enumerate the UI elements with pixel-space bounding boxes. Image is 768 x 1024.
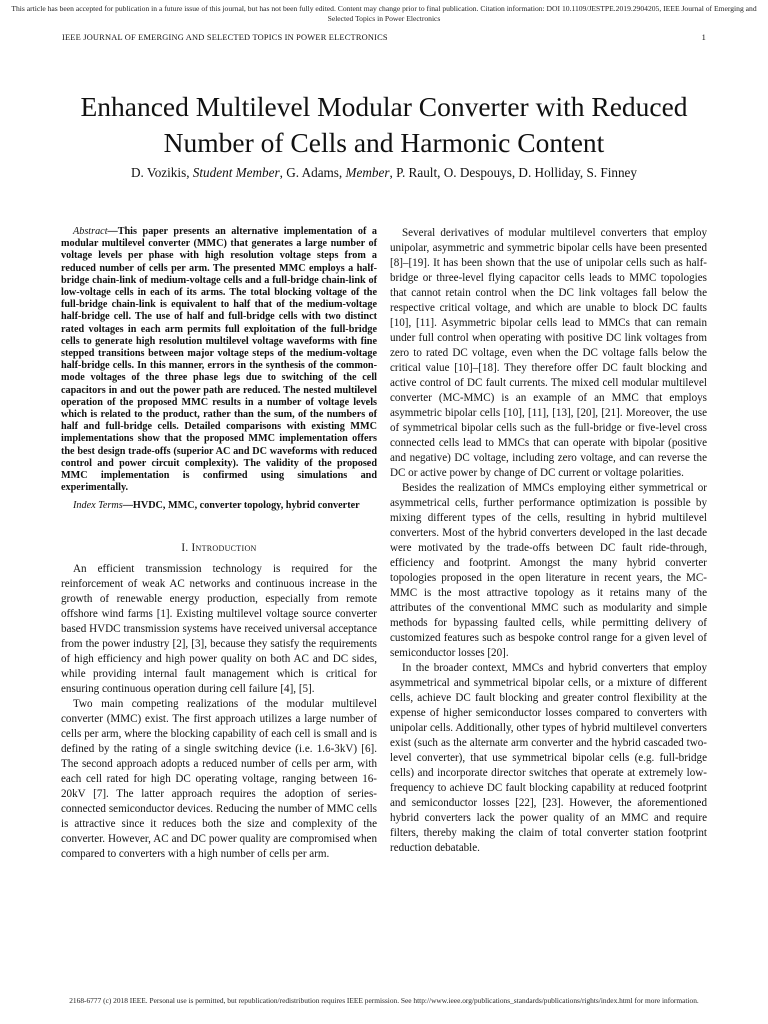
running-header — [62, 33, 706, 42]
abstract-label: Abstract — [73, 226, 108, 237]
author-1-role: Student Member — [192, 165, 280, 180]
intro-paragraph-1: An efficient transmission technology is required for the reinforcement of weak AC networks and continuous increase in the growth of renewable energy production, especially from remote offshore wind farms [1]. Existing multilevel voltage source converter based HVDC transmission systems have received universal acceptance from the power industry [2], [3], because they satisfy the requirements of high efficiency and high power quality on both AC and DC sides, while providing internal fault management which is critical for ensuring continuous operation during cell failure [4], [5]. — [61, 562, 377, 695]
abstract — [61, 226, 377, 494]
intro-paragraph-5: In the broader context, MMCs and hybrid converters that employ asymmetrical and symmetrical bipolar cells, or a mixture of different cells, achieve DC fault blocking and greater control flexibility at the expense of higher semiconductor losses compared to converters with unipolar cells. Additionally, other types of hybrid multilevel converters exist (such as the alternate arm converter and the hybrid cascaded two-level converter), that use symmetrical bipolar cells (e.g. full-bridge cells) and incorporate director switches that operate at extremely low-frequency to achieve DC fault blocking capability at reduced footprint and semiconductor losses [22], [23]. However, the aforementioned hybrid converters lack the power quality of an MMC and require filters, thereby making the claim of total converter station footprint reduction debatable. — [390, 662, 707, 854]
section-number: I. — [181, 541, 192, 554]
journal-name: IEEE JOURNAL OF EMERGING AND SELECTED TOPICS IN POWER ELECTRONICS — [62, 33, 388, 42]
left-column — [61, 226, 377, 862]
index-terms — [61, 500, 377, 512]
author-2-role: Member — [345, 165, 390, 180]
other-authors: , P. Rault, O. Despouys, D. Holliday, S. Finney — [389, 165, 637, 180]
section-title-rest: ntroduction — [195, 541, 257, 554]
abstract-text: —This paper presents an alternative implementation of a modular multilevel converter (MMC) that generates a large number of voltage levels per phase with high resolution voltage steps from a reduced number of cells per arm. The presented MMC employs a half-bridge chain-link of medium-voltage cells and a full-bridge chain-link of low-voltage cells in each of its arms. The total blocking voltage of the full-bridge chain-link is equivalent to half that of the medium-voltage half-bridge cell. The use of half and full-bridge cells with two distinct rated voltages in each arm permits full exploitation of the full-bridge cells to generate high resolution multilevel voltage waveforms with fine stepped transitions between major voltage steps of the medium-voltage half-bridge cells. In this manner, errors in the synthesis of the common-mode voltages of the three phase legs due to switching of the cell capacitors in and out the power path are reduced. The nested multilevel operation of the proposed MMC results in a number of voltage levels which is related to the product, rather than the sum, of the numbers of half and full-bridge cells. Detailed comparisons with existing MMC implementations show that the proposed MMC implementation offers the best design trade-offs (superior AC and DC waveforms with reduced control and power circuit complexity). The validity of the proposed MMC implementation is confirmed using simulations and experimentally. — [61, 226, 377, 494]
paper-title: Enhanced Multilevel Modular Converter with Reduced Number of Cells and Harmonic Content — [80, 91, 688, 159]
intro-paragraph-4: Besides the realization of MMCs employing either symmetrical or asymmetrical cells, further performance optimization is possible by mixing different types of the cells, resulting in hybrid multilevel converters. Most of the hybrid converters developed in the last decade were motivated by the trade-offs between DC fault ride-through, efficiency and footprint. Amongst the many hybrid converter topologies proposed in the open literature in recent years, the MC-MMC is the most attractive topology as it retains many of the attributes of the conventional MMC such as modularity and simple methods for bypassing faulted cells, while permitting delivery of customized features such as bespoke control range for a given level of semiconductor losses [20]. — [390, 482, 707, 659]
intro-paragraph-2: Two main competing realizations of the modular multilevel converter (MMC) exist. The first approach utilizes a large number of cells per arm, where the blocking capability of each cell is small and is defined by the rating of a single switching device (i.e. 1.6-3kV) [6]. The second approach adopts a reduced number of cells per arm, with each cell rated for high DC operating voltage, ranging between 16-20kV [7]. The latter approach requires the adoption of series-connected semiconductor devices. Reducing the number of MMC cells is attractive since it reduces both the size and complexity of the converter. However, AC and DC power quality are compromised when compared to converters with a high number of cells per arm. — [61, 697, 377, 860]
intro-paragraph-3: Several derivatives of modular multilevel converters that employ unipolar, asymmetric and symmetric bipolar cells have been presented [8]–[19]. It has been shown that the use of unipolar cells such as half-bridge or three-level flying capacitor cells leads to MMC topologies that cannot retain control when the DC link voltages fall below the respective critical voltage, and which are unable to block DC faults [10], [11]. Asymmetric bipolar cells lead to MMCs that can remain under full control when operating with positive DC link voltages from zero to rated DC voltage, even when the DC voltage falls below the critical value [10]–[18]. They therefore offer DC fault blocking and active control of DC fault currents. The mixed cell modular multilevel converter (MC-MMC) is an example of an MMC that employs asymmetric bipolar cells [10], [11], [13], [20], [21]. Moreover, the use of symmetrical bipolar cells such as the full-bridge or five-level cross connected cells lead to MMCs that can operate with bipolar (positive and negative) DC voltage, including zero voltage, and can reverse the DC or active power by change of DC current or voltage polarities. — [390, 227, 707, 479]
right-column — [390, 226, 707, 856]
author-list — [40, 165, 728, 181]
author-1: D. Vozikis, — [131, 165, 193, 180]
acceptance-notice: This article has been accepted for publication in a future issue of this journal, but has not been fully edited. Content may change prior to final publication. Citation information: DOI 10.1109/JESTPE.2019.2904205, IEEE Journal of Emerging and Selected Topics in Power Electronics — [11, 4, 757, 23]
page-number: 1 — [701, 33, 706, 42]
section-heading-introduction — [61, 541, 377, 556]
index-terms-label: Index Terms — [73, 500, 123, 512]
author-2: , G. Adams, — [279, 165, 346, 180]
copyright-footer: 2168-6777 (c) 2018 IEEE. Personal use is permitted, but republication/redistribution requires IEEE permission. See http://www.ieee.org/publications_standards/publications/rights/index.html for more information. — [69, 996, 699, 1005]
section-title-initial: I — [191, 541, 196, 554]
index-terms-text: —HVDC, MMC, converter topology, hybrid converter — [122, 500, 360, 512]
